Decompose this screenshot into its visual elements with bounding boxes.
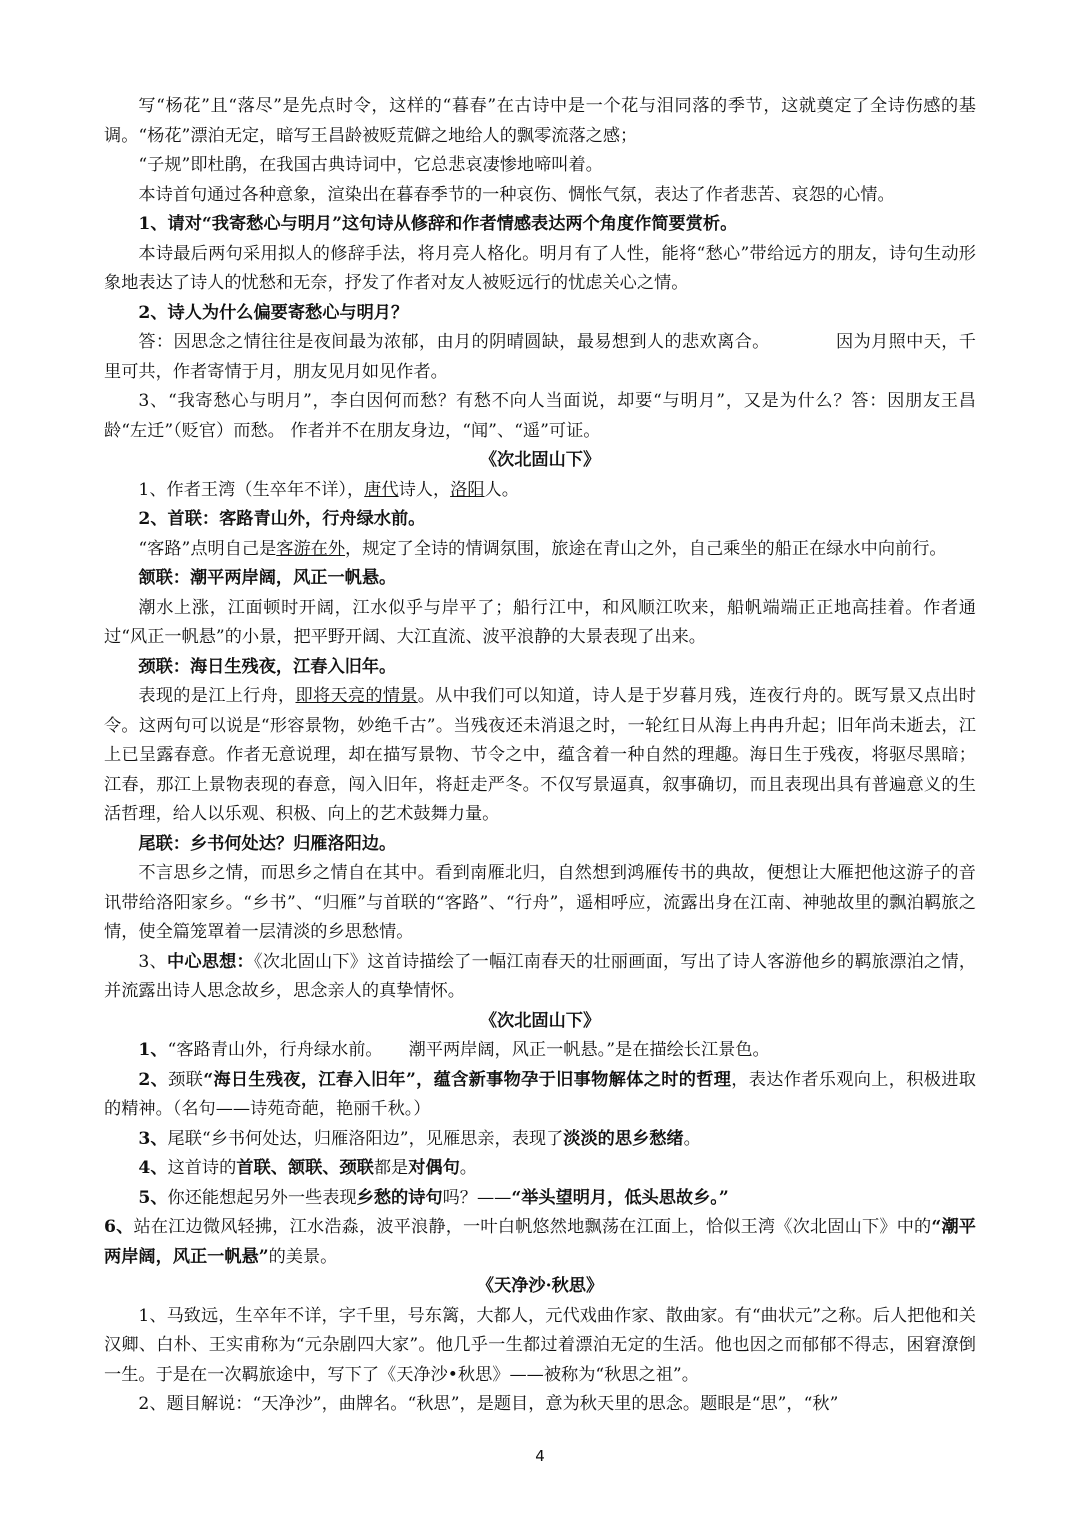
question-3: 3、“我寄愁心与明月”，李白因何而愁？有愁不向人当面说，却要“与明月”，又是为什么？答：因朋友王昌龄“左迁”（贬官）而愁。 作者并不在朋友身边，“闻”、“遥”可证。 (104, 391, 976, 441)
answer-2: 答：因思念之情往往是夜间最为浓郁，由月的阴晴圆缺，最易想到人的悲欢离合。 因为月照中天，千里可共，作者寄情于月，朋友见月如见作者。 (104, 332, 976, 382)
shoulian-analysis: “客路”点明自己是客游在外，规定了全诗的情调氛围，旅途在青山之外，自己乘坐的船正在绿水中向前行。 (138, 538, 947, 559)
weilian-analysis: 不言思乡之情，而思乡之情自在其中。看到南雁北归，自然想到鸿雁传书的典故，便想让大雁把他这游子的音讯带给洛阳家乡。“乡书”、“归雁”与首联的“客路”、“行舟”，遥相呼应，流露出身在江南、神驰故里的飘泊羁旅之情，使全篇笼罩着一层清淡的乡思愁情。 (104, 863, 976, 942)
page-number: 4 (535, 1447, 545, 1465)
central-idea: 3、中心思想：《次北固山下》这首诗描绘了一幅江南春天的壮丽画面，写出了诗人客游他乡的羁旅漂泊之情，并流露出诗人思念故乡，思念亲人的真挚情怀。 (104, 951, 977, 1001)
paragraph-mood: 本诗首句通过各种意象，渲染出在暮春季节的一种哀伤、惆怅气氛，表达了作者悲苦、哀怨的心情。 (138, 184, 895, 205)
section-title-cibeigushan: 《次北固山下》 (479, 450, 601, 470)
paragraph-zigui: “子规”即杜鹃，在我国古典诗词中，它总悲哀凄惨地啼叫着。 (138, 155, 603, 175)
author-info: 1、作者王湾（生卒年不详），唐代诗人，洛阳人。 (138, 479, 519, 500)
question-1-heading: 1、请对“我寄愁心与明月”这句诗从修辞和作者情感表达两个角度作简要赏析。 (138, 214, 738, 234)
point-4: 4、这首诗的首联、颔联、颈联都是对偶句。 (138, 1158, 477, 1178)
point-2: 2、颈联“海日生残夜，江春入旧年”，蕴含新事物孕于旧事物解体之时的哲理，表达作者乐观向上，积极进取的精神。（名句——诗苑奇葩，艳丽千秋。） (104, 1069, 976, 1119)
title-explanation: 2、题目解说：“天净沙”，曲牌名。“秋思”，是题目，意为秋天里的思念。题眼是“思”，“秋” (138, 1394, 839, 1414)
hanlian-analysis: 潮水上涨，江面顿时开阔，江水似乎与岸平了；船行江中，和风顺江吹来，船帆端端正正地高挂着。作者通过“风正一帆悬”的小景，把平野开阔、大江直流、波平浪静的大景表现了出来。 (104, 597, 976, 647)
jinglian-analysis: 表现的是江上行舟，即将天亮的情景。从中我们可以知道，诗人是于岁暮月残，连夜行舟的。既写景又点出时令。这两句可以说是“形容景物，妙绝千古”。当残夜还未消退之时，一轮红日从海上冉冉升起；旧年尚未逝去，江上已呈露春意。作者无意说理，却在描写景物、节令之中，蕴含着一种自然的理趣。海日生于残夜，将驱尽黑暗；江春，那江上景物表现的春意，闯入旧年，将赶走严冬。不仅写景逼真，叙事确切，而且表现出具有普遍意义的生活哲理，给人以乐观、积极、向上的艺术鼓舞力量。 (104, 686, 976, 824)
weilian-heading: 尾联：乡书何处达？归雁洛阳边。 (138, 833, 397, 854)
shoulian-heading: 2、首联：客路青山外，行舟绿水前。 (138, 509, 426, 529)
point-5: 5、你还能想起另外一些表现乡愁的诗句吗？——“举头望明月，低头思故乡。” (138, 1187, 729, 1208)
answer-1: 本诗最后两句采用拟人的修辞手法，将月亮人格化。明月有了人性，能将“愁心”带给远方的朋友，诗句生动形象地表达了诗人的忧愁和无奈，抒发了作者对友人被贬远行的忧虑关心之情。 (104, 243, 976, 293)
section-title-cibeigushan-2: 《次北固山下》 (479, 1010, 601, 1031)
author-ma-zhiyuan: 1、马致远，生卒年不详，字千里，号东篱，大都人，元代戏曲作家、散曲家。有“曲状元”之称。后人把他和关汉卿、白朴、王实甫称为“元杂剧四大家”。他几乎一生都过着漂泊无定的生活。他也因之而郁郁不得志，困窘潦倒一生。于是在一次羁旅途中，写下了《天净沙•秋思》——被称为“秋思之祖”。 (104, 1305, 976, 1385)
document-body (104, 92, 976, 1420)
hanlian-heading: 颔联：潮平两岸阔，风正一帆悬。 (138, 568, 397, 588)
section-title-tianjingsha: 《天净沙·秋思》 (476, 1276, 604, 1296)
point-3: 3、尾联“乡书何处达，归雁洛阳边”，见雁思亲，表现了淡淡的思乡愁绪。 (138, 1128, 701, 1149)
paragraph-yanghua: 写“杨花”且“落尽”是先点时令，这样的“暮春”在古诗中是一个花与泪同落的季节，这就奠定了全诗伤感的基调。“杨花”漂泊无定，暗写王昌龄被贬荒僻之地给人的飘零流落之感； (104, 96, 976, 146)
jinglian-heading: 颈联：海日生残夜，江春入旧年。 (138, 656, 397, 677)
point-1: 1、“客路青山外，行舟绿水前。 潮平两岸阔，风正一帆悬。”是在描绘长江景色。 (138, 1040, 770, 1060)
question-2-heading: 2、诗人为什么偏要寄愁心与明月？ (138, 302, 409, 323)
point-6: 6、站在江边微风轻拂，江水浩淼，波平浪静，一叶白帆悠然地飘荡在江面上，恰似王湾《次北固山下》中的“潮平两岸阔，风正一帆悬”的美景。 (104, 1217, 976, 1267)
